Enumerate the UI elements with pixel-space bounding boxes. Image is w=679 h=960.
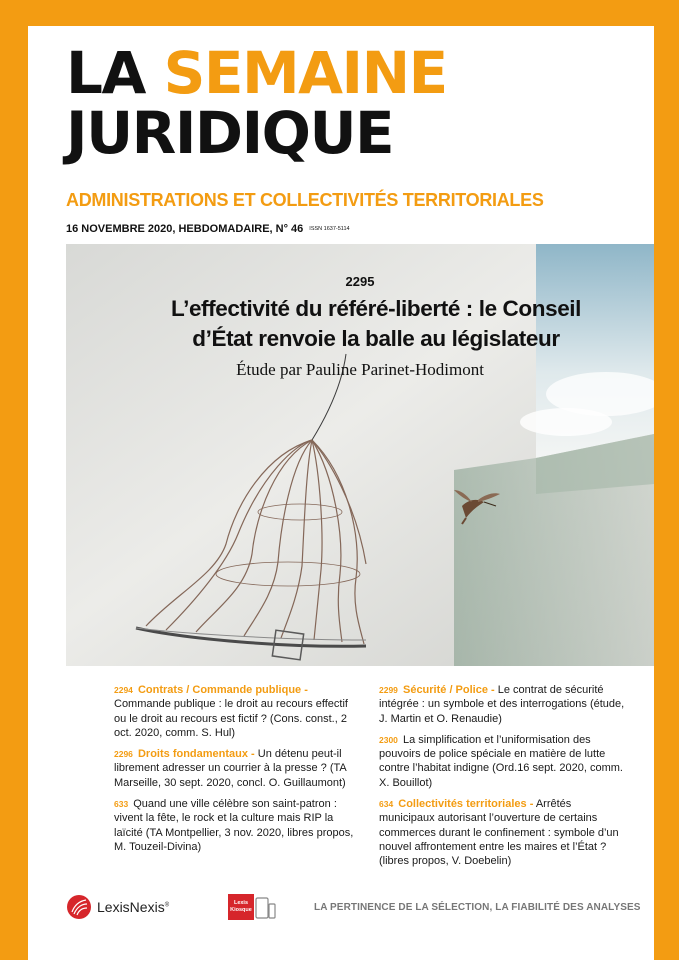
feature-illustration: [66, 244, 654, 666]
entry-text: Arrêtés municipaux autorisant l’ouverture de certains commerces durant le confinement : symbole d’un nouvel affrontement entre les maires et l’État ? (libres propos, V. Doebelin): [379, 798, 619, 868]
entry-text: Commande publique : le droit au recours effectif ou le droit au recours est fictif ? (Cons. const., 2 oct. 2020, comm. S. Hul): [114, 698, 348, 739]
kiosque-line-2: Kiosque: [230, 907, 252, 913]
summary-entry[interactable]: [114, 747, 362, 790]
entry-text: Un détenu peut-il librement adresser un courrier à la presse ? (TA Marseille, 30 sept. 2020, concl. O. Guillaumont): [114, 748, 347, 789]
issue-line: [66, 223, 350, 235]
feature-number: 2295: [345, 274, 375, 289]
publisher-mark: ®: [164, 902, 170, 909]
entry-text: Le contrat de sécurité intégrée : un symbole et des interrogations (étude, J. Martin et O. Renaudie): [379, 684, 625, 725]
masthead-juridique: JURIDIQUE: [66, 99, 394, 167]
entry-number: 634: [379, 799, 394, 810]
entry-category: Contrats / Commande publique -: [137, 684, 308, 696]
lexis-kiosque-logo[interactable]: [228, 894, 276, 920]
issue-date: 16 NOVEMBRE 2020, HEBDOMADAIRE, N° 46: [66, 223, 304, 235]
feature-title: [106, 294, 646, 354]
entry-number: 2300: [379, 734, 398, 745]
devices-icon: [254, 896, 276, 920]
issn: ISSN 1637-5114: [309, 226, 350, 233]
entry-text: La simplification et l’uniformisation des pouvoirs de police spéciale en matière de lutte contre l’habitat indigne (Ord.16 sept. 2020, comm. X. Bouillot): [379, 733, 623, 789]
magazine-cover: [28, 26, 654, 960]
masthead-la: LA: [66, 39, 145, 107]
entry-number: 633: [114, 799, 129, 810]
summary-column-left: [114, 683, 362, 861]
masthead-line-1: [66, 39, 626, 107]
footer: [28, 888, 654, 928]
summary-entry[interactable]: [114, 797, 362, 854]
masthead-semaine: SEMAINE: [163, 39, 447, 107]
entry-category: Sécurité / Police -: [402, 684, 495, 696]
kiosque-badge: [228, 894, 254, 920]
masthead: [66, 39, 626, 167]
entry-category: Droits fondamentaux -: [137, 748, 255, 761]
entry-text: Quand une ville célèbre son saint-patron : vivent la fête, le rock et la culture mais RIP la laïcité (TA Montpellier, 3 nov. 2020, libres propos, M. Touzeil-Divina): [114, 798, 354, 853]
tagline: LA PERTINENCE DE LA SÉLECTION, LA FIABILITÉ DES ANALYSES: [314, 902, 641, 913]
kiosque-line-1: Lexis: [233, 900, 249, 906]
summary-column-right: [379, 683, 627, 876]
summary-entry[interactable]: [114, 683, 362, 740]
feature-title-line-1: L’effectivité du référé-liberté : le Conseil: [170, 296, 582, 321]
feature-title-line-2: d’État renvoie la balle au législateur: [192, 326, 560, 351]
entry-category: Collectivités territoriales -: [398, 798, 534, 811]
summary-entry[interactable]: [379, 733, 627, 790]
summary-entry[interactable]: [379, 683, 627, 726]
feature-author: Étude par Pauline Parinet-Hodimont: [236, 360, 484, 379]
journal-subtitle: ADMINISTRATIONS ET COLLECTIVITÉS TERRITORIALES: [66, 190, 544, 210]
entry-number: 2296: [114, 749, 133, 760]
lexisnexis-emblem-icon: [66, 894, 92, 920]
entry-number: 2299: [379, 685, 398, 695]
lexisnexis-logo[interactable]: [66, 894, 169, 920]
summary-entry[interactable]: [379, 797, 627, 868]
entry-number: 2294: [114, 685, 133, 695]
publisher-name: LexisNexis®: [97, 899, 170, 915]
